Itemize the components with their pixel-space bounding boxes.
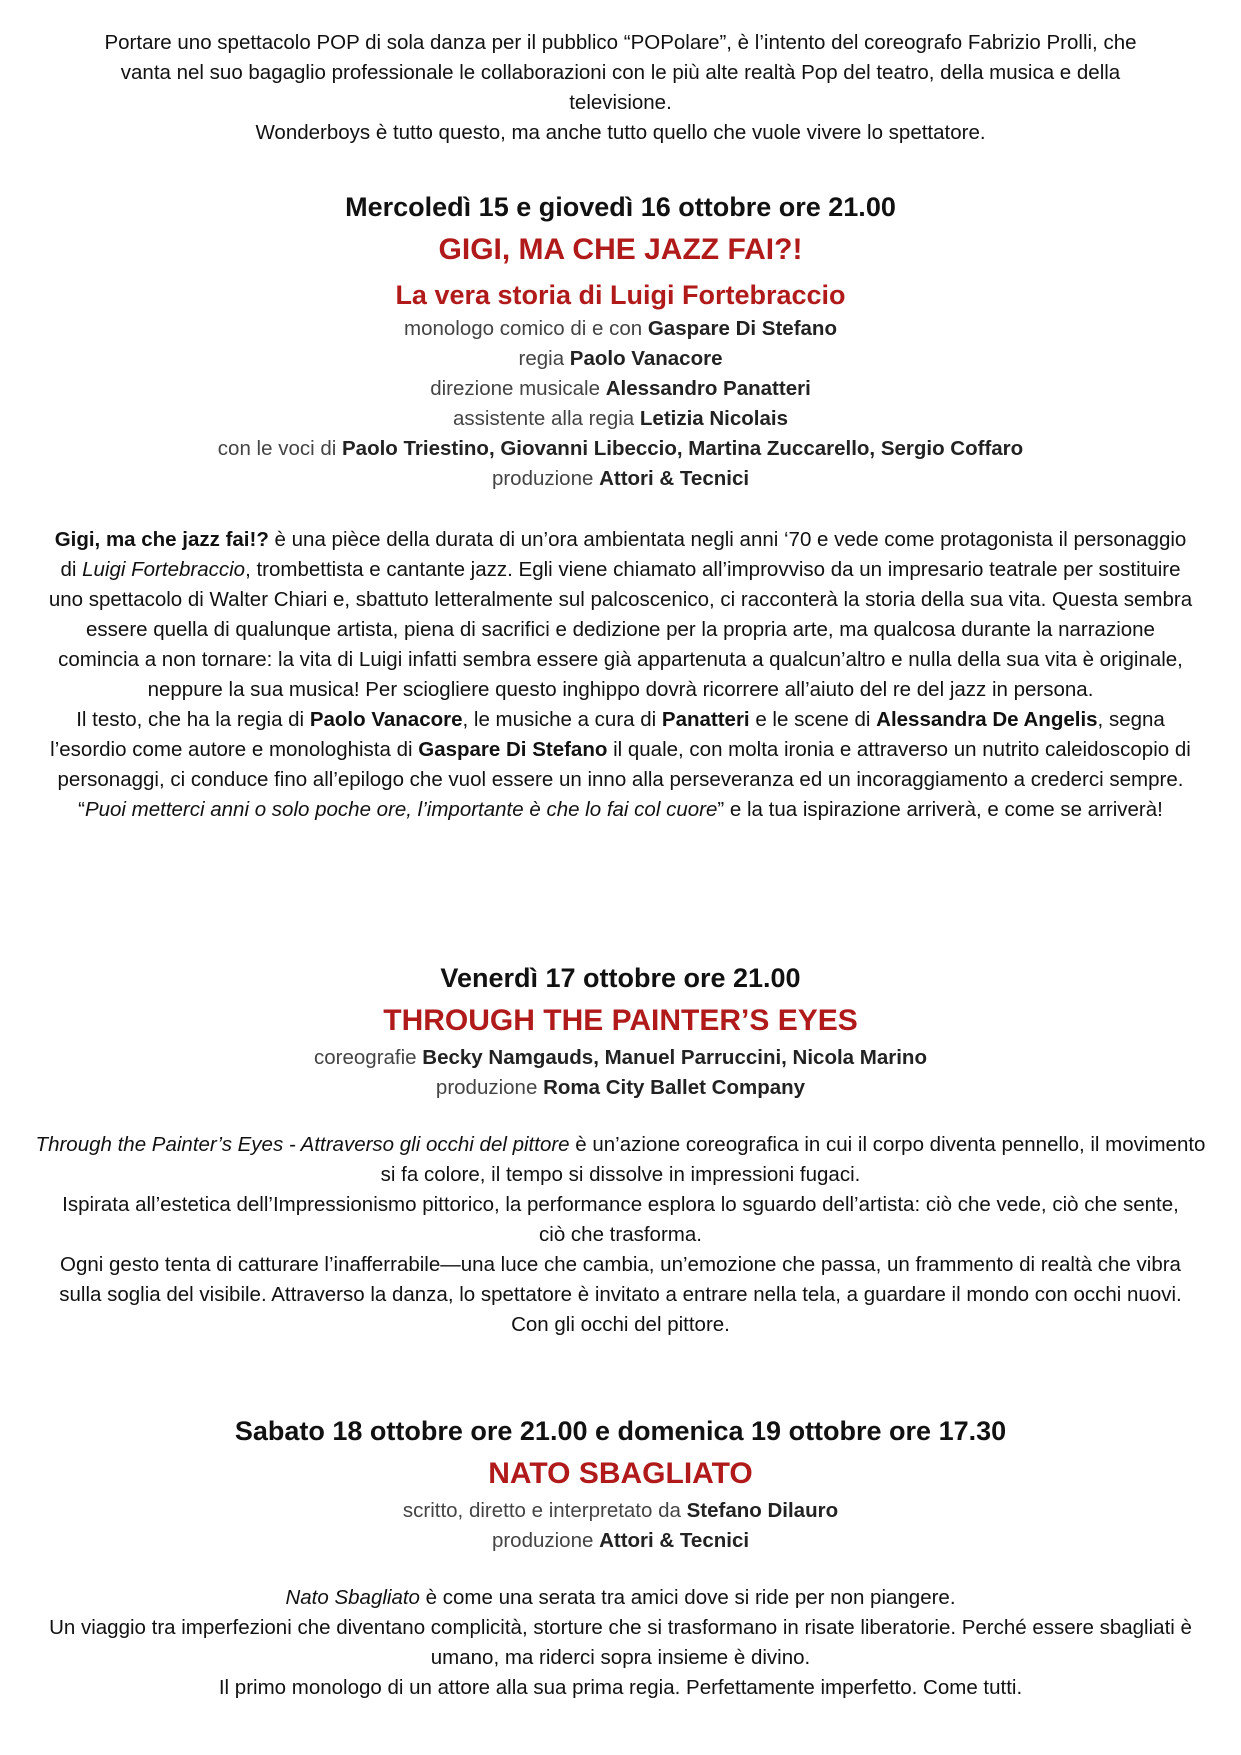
description-paragraph: Ogni gesto tenta di catturare l’inafferrabile—una luce che cambia, un’emozione che passa, un frammento di realtà che vibra sulla soglia del visibile. Attraverso la danza, lo spettatore è invitato a entrare nella tela, a guardare il mondo con occhi nuovi. [59,1253,1182,1306]
show-nato-sbagliato [30,1412,1211,1556]
credit-role: assistente alla regia [453,407,640,430]
credit-role: produzione [491,467,600,490]
description-paragraph: Un viaggio tra imperfezioni che diventano complicità, storture che si trasformano in risate liberatorie. Perché essere sbagliati è umano, ma riderci sopra insieme è divino. [49,1616,1192,1669]
credit-line [30,344,1211,374]
credit-role: regia [518,347,570,370]
credit-role: con le voci di [217,437,342,460]
intro-paragraph-2: Wonderboys è tutto questo, ma anche tutto quello che vuole vivere lo spettatore. [255,121,986,144]
credit-names: Roma City Ballet Company [543,1076,806,1099]
text: , le musiche a cura di [462,708,662,731]
credit-line [30,1073,1211,1103]
text: e le scene di [749,708,877,731]
bold-text: Alessandra De Angelis [876,708,1098,731]
text: , trombettista e cantante jazz. Egli viene chiamato all’improvviso da un impresario teatrale per sostituire uno spettacolo di Walter Chiari e, sbattuto letteralmente sul palcoscenico, ci racconterà la storia della sua vita. Questa sembra essere quella di qualunque artista, piena di sacrifici e dedizione per la propria arte, ma qualcosa durante la narrazione comincia a non tornare: la vita di Luigi infatti sembra essere già appartenuta a qualcun’altro e nulla della sua vita è originale, neppure la sua musica! Per sciogliere questo inghippo dovrà ricorrere all’aiuto del re del jazz in persona. [48,558,1193,701]
bold-text: Gigi, ma che jazz fai!? [54,528,269,551]
credit-role: produzione [435,1076,544,1099]
text: , segna l’esordio come autore e monologhista di [50,708,1165,761]
description-paragraph: Con gli occhi del pittore. [511,1313,730,1336]
show-title: GIGI, MA CHE JAZZ FAI?! [438,233,803,266]
bold-text: Panatteri [661,708,750,731]
credit-line [30,374,1211,404]
credit-role: produzione [491,1529,600,1552]
credit-line [30,464,1211,494]
credit-names: Becky Namgauds, Manuel Parruccini, Nicola Marino [422,1046,927,1069]
italic-text: Through the Painter’s Eyes - Attraverso gli occhi del pittore [35,1133,570,1156]
credit-line [30,1496,1211,1526]
description-paragraph [36,1130,1206,1190]
credit-line [30,314,1211,344]
credit-names: Letizia Nicolais [639,407,788,430]
text: “ [78,798,85,821]
bold-text: Paolo Vanacore [309,708,463,731]
credit-line [30,404,1211,434]
show-gigi [30,188,1211,494]
show-title: THROUGH THE PAINTER’S EYES [383,1004,858,1037]
show-nato-description [30,1583,1211,1703]
show-date: Sabato 18 ottobre ore 21.00 e domenica 19 ottobre ore 17.30 [234,1416,1007,1446]
description-paragraph: Ispirata all’estetica dell’Impressionismo pittorico, la performance esplora lo sguardo dell’artista: ciò che vede, ciò che sente, ciò che trasforma. [62,1193,1179,1246]
credit-role: monologo comico di e con [404,317,648,340]
credit-role: coreografie [314,1046,423,1069]
show-subtitle: La vera storia di Luigi Fortebraccio [395,280,846,310]
italic-text: Puoi metterci anni o solo poche ore, l’importante è che lo fai col cuore [84,798,718,821]
bold-text: Gaspare Di Stefano [418,738,608,761]
credit-line [30,1043,1211,1073]
credit-names: Alessandro Panatteri [605,377,811,400]
credit-names: Attori & Tecnici [599,1529,750,1552]
show-gigi-description [30,525,1211,825]
show-date: Mercoledì 15 e giovedì 16 ottobre ore 21.00 [345,192,896,222]
show-painter [30,959,1211,1103]
text: il quale, con molta ironia e attraverso un nutrito caleidoscopio di personaggi, ci conduce fino all’epilogo che vuol essere un inno alla perseveranza ed un incoraggiamento a crederci sempre. [57,738,1191,791]
text: è una pièce della durata di un’ora ambientata negli anni ‘70 e vede come protagonista il personaggio di [60,528,1187,581]
credit-role: direzione musicale [430,377,606,400]
description-paragraph [46,525,1196,705]
credit-names: Paolo Vanacore [569,347,723,370]
show-date: Venerdì 17 ottobre ore 21.00 [440,963,801,993]
description-paragraph [36,705,1206,795]
description-paragraph [30,1583,1211,1613]
credit-names: Stefano Dilauro [686,1499,839,1522]
italic-text: Luigi Fortebraccio [82,558,246,581]
description-paragraph: Il primo monologo di un attore alla sua prima regia. Perfettamente imperfetto. Come tutti. [218,1676,1023,1699]
text: è come una serata tra amici dove si ride per non piangere. [419,1586,956,1609]
text: Il testo, che ha la regia di [76,708,310,731]
intro-paragraph: Portare uno spettacolo POP di sola danza per il pubblico “POPolare”, è l’intento del coreografo Fabrizio Prolli, che vanta nel suo bagaglio professionale le collaborazioni con le più alte realtà Pop del teatro, della musica e della televisione. [104,31,1137,114]
show-painter-description [30,1130,1211,1340]
italic-text: Nato Sbagliato [285,1586,420,1609]
show-title: NATO SBAGLIATO [488,1457,753,1490]
credit-role: scritto, diretto e interpretato da [402,1499,687,1522]
credit-names: Attori & Tecnici [599,467,750,490]
credit-names: Gaspare Di Stefano [647,317,837,340]
credit-line [30,1526,1211,1556]
text: è un’azione coreografica in cui il corpo diventa pennello, il movimento si fa colore, il tempo si dissolve in impressioni fugaci. [380,1133,1206,1186]
credit-names: Paolo Triestino, Giovanni Libeccio, Martina Zuccarello, Sergio Coffaro [342,437,1024,460]
intro-section [30,28,1211,148]
description-quote [56,795,1186,825]
credit-line [30,434,1211,464]
text: ” e la tua ispirazione arriverà, e come se arriverà! [717,798,1163,821]
